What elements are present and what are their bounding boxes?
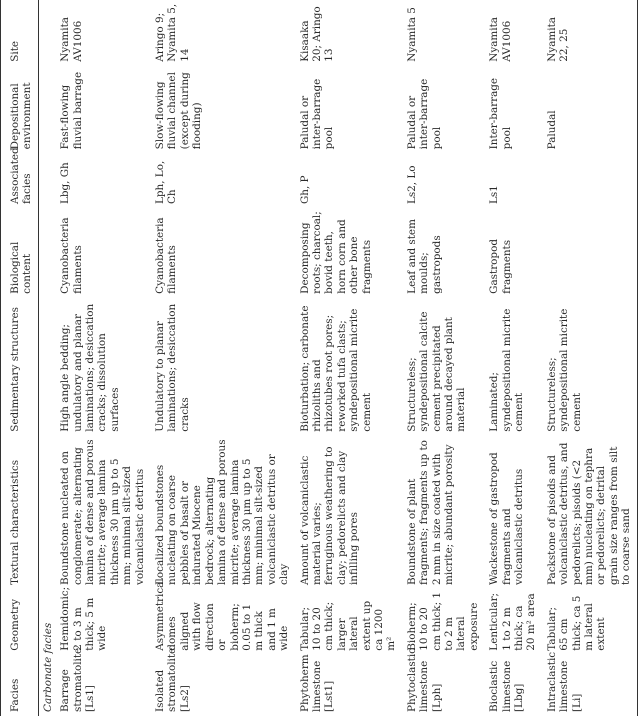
cell-facies: Barrage stromatolite [Ls1]	[59, 647, 97, 712]
cell-depositional: Fast-flowing fluvial barrage	[59, 71, 84, 150]
cell-textural: Packstone of pisoids and volcaniclastic detritus, and pedorelicts; pisoids (<2 mm) nucleating on tephra or pedorelicts; detrital grain size ranges from silt to coarse sand	[545, 442, 633, 586]
table-header	[1, 0, 39, 716]
cell-site: Nyamita AV1006	[59, 17, 84, 62]
table-row	[55, 0, 150, 716]
cell-depositional: Slow-flowing fluvial channel (except during flooding)	[154, 72, 204, 150]
cell-associated: Lbg, Gh	[59, 162, 72, 205]
cell-depositional: Inter-barrage pool	[488, 77, 513, 150]
header-sedimentary: Sedimentary structures	[9, 307, 21, 432]
cell-associated: Ls2, Lo	[405, 165, 418, 205]
cell-site: Kisaaka 20; Aringo 13	[298, 6, 336, 62]
header-textural: Textural characteristics	[9, 459, 21, 586]
header-facies: Facies	[9, 678, 21, 712]
table-row	[295, 0, 402, 716]
table-body	[38, 0, 637, 716]
cell-textural: Localized boundstones nucleating on coarse pebbles of basalt or indurated Miocene bedrock; alternating lamina of dense and porous micrite; average lamina thickness 30 μm up to 5 mm; minimal silt-sized volcaniclastic detritus or clay	[154, 439, 291, 586]
cell-geometry: Hemidomic; 2 to 3 m thick; 5 m wide	[59, 586, 109, 651]
cell-site: Nyamita 22, 25	[545, 17, 571, 62]
cell-textural: Boundstone nucleated on conglomerate; alternating lamina of dense and porous micrite; average lamina thickness 30 μm up to 5 mm; minimal silt-sized volcaniclastic detritus	[59, 439, 146, 586]
cell-sedimentary: Structureless; syndepositional micrite cement	[545, 308, 583, 432]
cell-facies: Phytoherm limestone [Lst1]	[298, 654, 336, 712]
cell-biological: Leaf and stem moulds; gastropods	[405, 219, 443, 294]
cell-geometry: Tabular; 10 to 20 cm thick; larger lateral extent up ca 1200 m²	[298, 600, 398, 651]
cell-geometry: Lenticular; 1 to 2 m thick; ca 20 m² area	[488, 592, 538, 651]
cell-geometry: Tabular; 65 cm thick; ca 5 m lateral extent	[545, 595, 608, 651]
cell-textural: Amount of volcaniclastic material varies; ferruginous weathering to clay; pedorelicts and clay infilling pores	[298, 446, 361, 586]
cell-associated: Gh, P	[298, 175, 311, 205]
cell-site: Aringo 9; Nyamita 5, 14	[154, 3, 191, 62]
cell-geometry: Bioherm; 10 to 20 cm thick; 1 to 2 m lateral exposure	[405, 592, 480, 651]
cell-depositional: Paludal or inter-barrage pool	[298, 78, 336, 150]
table-row	[150, 0, 294, 716]
cell-biological: Gastropod fragments	[488, 239, 513, 294]
group-row	[38, 0, 55, 716]
cell-facies: Phytoclastic limestone [Lph]	[405, 648, 443, 712]
header-geometry: Geometry	[9, 598, 21, 651]
header-depositional: Depositional environment	[9, 82, 34, 150]
cell-geometry: Asymmetrical domes aligned with flow direction or bioherm; 0.05 to 1 m thick and 1 m wide	[154, 578, 291, 651]
cell-site: Nyamita 5	[405, 7, 418, 62]
table-row	[542, 0, 637, 716]
cell-textural: Boundstone of plant fragments; fragments up to 2 mm in size coated with micrite; abundant porosity	[405, 440, 455, 586]
cell-sedimentary: High angle bedding; undulatory and planar laminations; desiccation cracks; dissolution surfaces	[59, 303, 121, 432]
cell-biological: Cyanobacteria filaments	[59, 217, 84, 294]
cell-sedimentary: Undulatory to planar laminations; desiccation cracks	[154, 303, 191, 432]
header-site: Site	[9, 40, 21, 62]
table-row	[484, 0, 542, 716]
cell-depositional: Paludal or inter-barrage pool	[405, 78, 443, 150]
cell-sedimentary: Laminated; syndepositional micrite cement	[488, 308, 526, 432]
cell-sedimentary: Structureless; syndepositional calcite cement precipitated around decayed plant material	[405, 311, 468, 432]
cell-textural: Wackestone of gastropod fragments and volcaniclastic detritus	[488, 452, 526, 586]
table-row	[402, 0, 484, 716]
group-label: Carbonate facies	[41, 622, 54, 712]
header-biological: Biological content	[9, 241, 34, 294]
cell-associated: Ls1	[488, 185, 501, 205]
cell-depositional: Paludal	[545, 110, 558, 150]
cell-associated: Lph, Lo, Ch	[154, 160, 179, 205]
cell-facies: Isolated stromatolite [Ls2]	[154, 647, 191, 712]
cell-facies: Intraclastic limestone [Li]	[545, 651, 583, 712]
cell-facies: Bioclastic limestone [Lbg]	[488, 660, 526, 712]
cell-biological: Cyanobacteria filaments	[154, 217, 179, 294]
cell-biological: Decomposing roots; charcoal; bovid teeth, horn corn and other bone fragments	[298, 211, 373, 294]
cell-site: Nyamita AV1006	[488, 17, 513, 62]
cell-biological	[542, 208, 637, 298]
cell-associated	[542, 153, 637, 208]
cell-sedimentary: Bioturbation; carbonate rhizoliths and rhizotubes root pores; reworked tufa clasts; syndepositional micrite cement	[298, 305, 373, 432]
header-associated: Associated facies	[9, 147, 34, 205]
